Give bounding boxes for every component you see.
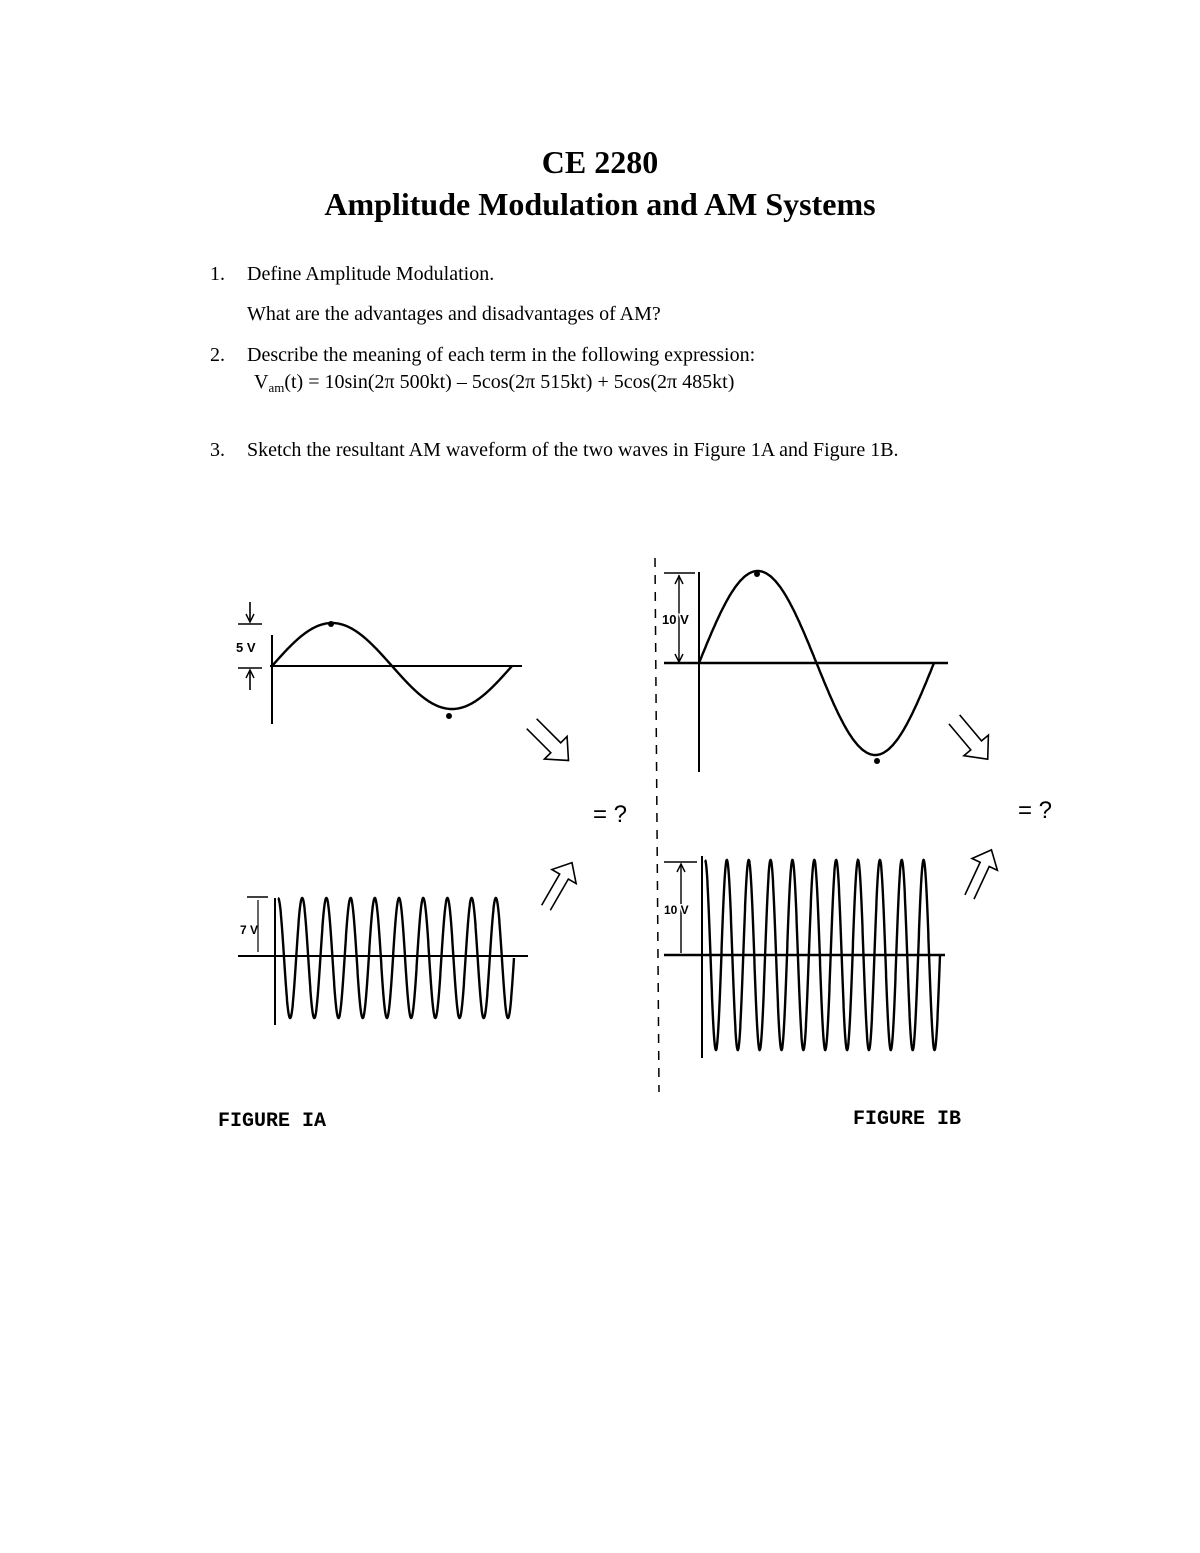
- figure-a-carrier-wave: [238, 897, 528, 1025]
- question-text: Describe the meaning of each term in the following expression:: [247, 344, 756, 366]
- figure-divider: [655, 558, 659, 1092]
- question-number: 2.: [210, 344, 225, 366]
- expression-body: (t) = 10sin(2π 500kt) – 5cos(2π 515kt) + 5cos(2π 485kt): [284, 371, 735, 393]
- figure-b: [662, 571, 1052, 1131]
- figure-a-result-label: = ?: [593, 801, 628, 828]
- question-number: 3.: [210, 439, 225, 461]
- carrier-sine: [278, 898, 514, 1018]
- figure-b-modulating-label: 10 V: [662, 612, 689, 627]
- trough-dot: [874, 758, 880, 764]
- figure-a-caption: FIGURE IA: [218, 1110, 327, 1133]
- arrow-up-right-icon: [957, 844, 1004, 903]
- figure-b-carrier-wave: [664, 856, 945, 1058]
- arrow-up-right-icon: [534, 856, 584, 915]
- figure-b-modulating-wave: [662, 571, 948, 772]
- figure-a-modulating-label: 5 V: [236, 640, 256, 655]
- peak-dot: [328, 621, 334, 627]
- figures-panel: [0, 540, 1200, 1140]
- figure-a-modulating-wave: [236, 602, 522, 724]
- arrow-down-right-icon: [942, 709, 1000, 769]
- question-text: What are the advantages and disadvantages of AM?: [247, 303, 661, 325]
- figure-a-carrier-label: 7 V: [240, 923, 259, 937]
- figure-b-caption: FIGURE IB: [853, 1108, 962, 1131]
- peak-dot: [754, 571, 760, 577]
- figure-b-result-label: = ?: [1018, 797, 1053, 824]
- question-text: Define Amplitude Modulation.: [247, 263, 495, 285]
- page-title: Amplitude Modulation and AM Systems: [324, 186, 876, 222]
- arrow-down-right-icon: [520, 712, 579, 771]
- course-code: CE 2280: [541, 144, 659, 180]
- expression-v: V: [254, 371, 269, 393]
- question-text: Sketch the resultant AM waveform of the two waves in Figure 1A and Figure 1B.: [247, 439, 899, 461]
- expression-subscript: am: [268, 380, 285, 395]
- question-number: 1.: [210, 263, 225, 285]
- figure-b-carrier-label: 10 V: [664, 903, 689, 917]
- figure-a: [218, 602, 627, 1133]
- trough-dot: [446, 713, 452, 719]
